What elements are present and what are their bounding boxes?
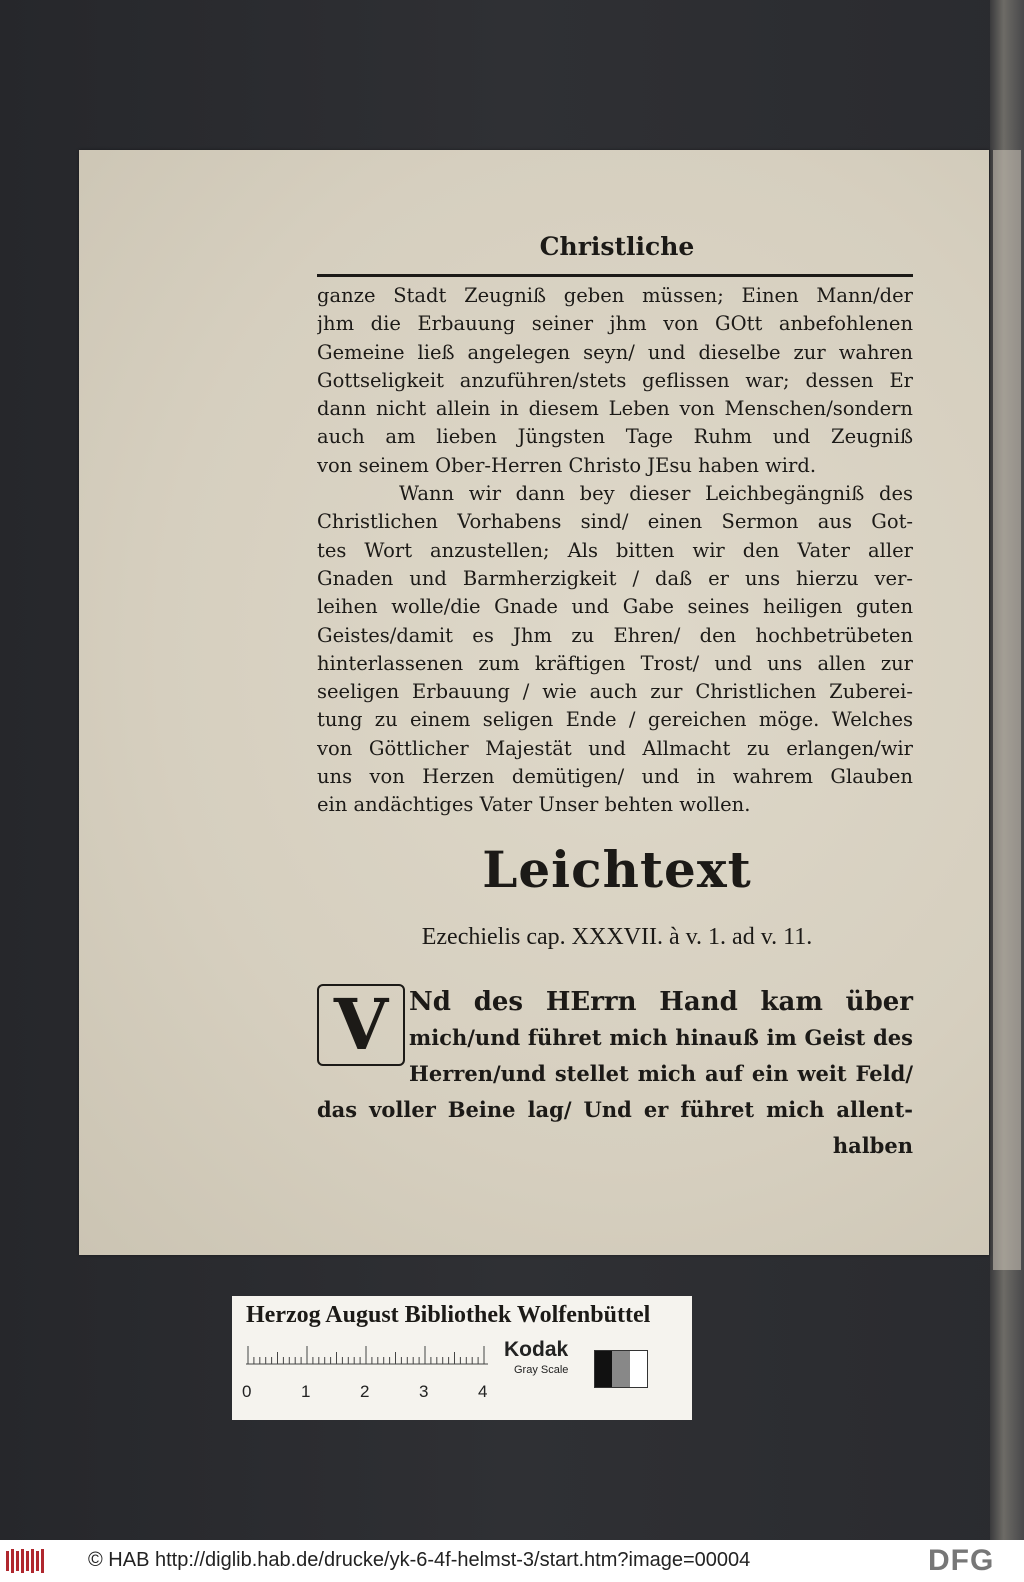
body-line: jhm die Erbauung seiner jhm von GOtt anbefohlenen <box>317 312 913 336</box>
gray-swatches <box>594 1350 648 1388</box>
header-rule <box>317 274 913 277</box>
running-header: Christliche <box>539 232 695 261</box>
ruler-number: 2 <box>360 1382 370 1401</box>
bible-line: das voller Beine lag/ Und er führet mich allent- <box>317 1097 913 1122</box>
body-line: Geistes/damit es Jhm zu Ehren/ den hochbetrübeten <box>317 623 913 647</box>
ruler-number: 4 <box>478 1382 488 1401</box>
body-line: Christlichen Vorhabens sind/ einen Sermon aus Got- <box>317 510 913 534</box>
next-page-edge <box>993 150 1021 1270</box>
body-line: auch am lieben Jüngsten Tage Ruhm und Zeugniß <box>317 425 913 449</box>
swatch-white <box>630 1351 647 1387</box>
body-line: von seinem Ober-Herren Christo JEsu haben wird. <box>317 453 817 477</box>
body-line: Gemeine ließ angelegen seyn/ und dieselbe zur wahren <box>317 340 913 364</box>
bible-line: Herren/und stellet mich auf ein weit Feld/ <box>409 1061 913 1086</box>
body-line: Gottseligkeit anzuführen/stets geflissen war; dessen Er <box>317 368 913 392</box>
body-text <box>317 282 913 820</box>
bible-reference: Ezechielis cap. XXXVII. à v. 1. ad v. 11. <box>421 924 813 950</box>
footer-bar <box>0 1540 1024 1582</box>
kodak-brand: Kodak <box>504 1338 569 1361</box>
library-logo-icon <box>5 1547 47 1575</box>
library-name: Herzog August Bibliothek Wolfenbüttel <box>246 1302 651 1328</box>
bible-text <box>317 984 913 1164</box>
body-line: hinterlassenen zum kräftigen Trost/ und uns allen zur <box>317 651 913 675</box>
ruler-number: 0 <box>242 1382 252 1401</box>
dfg-logo: DFG <box>928 1544 995 1577</box>
library-color-card <box>232 1296 692 1420</box>
swatch-gray <box>612 1351 629 1387</box>
body-line: Wann wir dann bey dieser Leichbegängniß des <box>399 482 913 506</box>
gray-scale-label: Gray Scale <box>514 1364 569 1376</box>
body-line: ganze Stadt Zeugniß geben müssen; Einen Mann/der <box>317 284 913 307</box>
ruler-scale <box>246 1346 488 1378</box>
body-line: Gnaden und Barmherzigkeit / daß er uns hierzu ver- <box>317 566 913 590</box>
section-title: Leichtext <box>482 840 752 899</box>
dropcap-initial: V <box>317 984 405 1066</box>
ruler-number: 1 <box>301 1382 311 1401</box>
body-line: von Göttlicher Majestät und Allmacht zu erlangen/wir <box>317 736 913 760</box>
body-line: seeligen Erbauung / wie auch zur Christlichen Zuberei- <box>317 680 913 704</box>
body-line: ein andächtiges Vater Unser behten wollen. <box>317 793 751 817</box>
body-line: uns von Herzen demütigen/ und in wahrem Glauben <box>317 765 913 789</box>
bible-line: mich/und führet mich hinauß im Geist des <box>409 1025 913 1050</box>
body-line: dann nicht allein in diesem Leben von Menschen/sondern <box>317 397 913 421</box>
bible-line: halben <box>832 1133 913 1158</box>
body-line: tes Wort anzustellen; Als bitten wir den Vater aller <box>317 538 913 562</box>
body-line: tung zu einem seligen Ende / gereichen möge. Welches <box>317 708 913 732</box>
footer-url[interactable]: © HAB http://diglib.hab.de/drucke/yk-6-4f-helmst-3/start.htm?image=00004 <box>88 1549 751 1571</box>
document-page <box>79 150 989 1255</box>
ruler-number: 3 <box>419 1382 429 1401</box>
body-line: leihen wolle/die Gnade und Gabe seines heiligen guten <box>317 595 913 619</box>
bible-line: Nd des HErrn Hand kam über <box>409 987 913 1017</box>
swatch-black <box>595 1351 612 1387</box>
